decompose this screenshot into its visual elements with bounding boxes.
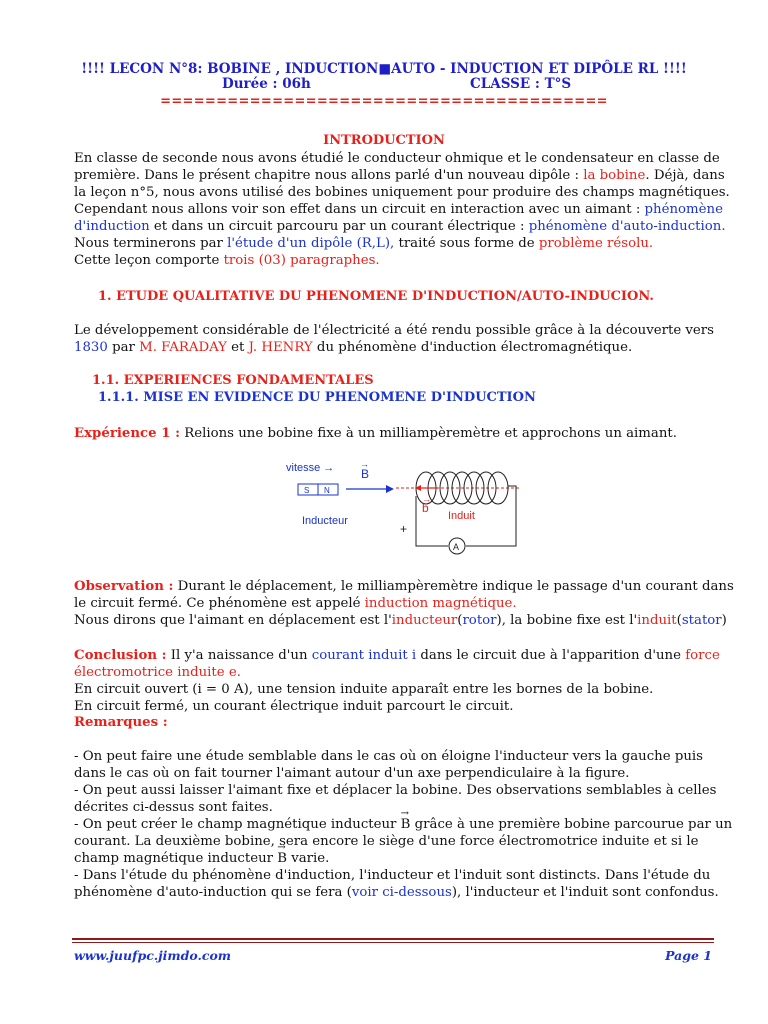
section-1-title: 1. ETUDE QUALITATIVE DU PHENOMENE D'INDUCTION/AUTO-INDUCION. [98,289,654,304]
footer-page-number: Page 1 [665,948,712,963]
circuit-wire-left [416,496,448,546]
subsection-1-1-title: 1.1. EXPERIENCES FONDAMENTALES [92,373,374,388]
experience-1: Expérience 1 : Relions une bobine fixe à un milliampèremètre et approchons un aimant. [74,426,677,441]
fig-S-label: S [304,486,310,495]
intro-line-4: Cependant nous allons voir son effet dans un circuit en interaction avec un aimant : phénomène [74,202,723,217]
remark-line-4: décrites ci-dessus sont faites. [74,800,273,815]
fig-B-vector-arrow: → [360,459,369,469]
observation-line-2: le circuit fermé. Ce phénomène est appelé induction magnétique. [74,596,517,611]
intro-line-6: Nous terminerons par l'étude d'un dipôle (R,L), traité sous forme de problème résolu. [74,236,654,251]
remarques-label: Remarques : [74,715,168,730]
class-level: CLASSE : T°S [470,76,572,92]
conclusion-line-4: En circuit fermé, un courant électrique induit parcourt le circuit. [74,699,514,714]
fig-b-label: b [422,501,429,515]
intro-line-7: Cette leçon comporte trois (03) paragraphes. [74,253,380,268]
remarques-paragraph [74,748,733,901]
fig-b-vector-arrow: → [422,494,431,504]
observation-line-1: Observation : Durant le déplacement, le milliampèremètre indique le passage d'un courant dans [74,579,734,594]
section-1-line-2: 1830 par M. FARADAY et J. HENRY du phénomène d'induction électromagnétique. [74,340,633,355]
observation-line-3: Nous dirons que l'aimant en déplacement est l'inducteur(rotor), la bobine fixe est l'induit(stator) [74,613,727,628]
conclusion-paragraph [74,647,720,715]
conclusion-line-2: électromotrice induite e. [74,665,241,680]
section-1-line-1: Le développement considérable de l'électricité a été rendu possible grâce à la découverte vers [74,323,714,338]
fig-plus-label: + [400,522,408,536]
intro-line-1: En classe de seconde nous avons étudié le conducteur ohmique et le condensateur en classe de [74,151,720,166]
intro-line-2: première. Dans le présent chapitre nous allons parlé d'un nouveau dipôle : la bobine. Déjà, dans [74,168,725,183]
remark-line-1: - On peut faire une étude semblable dans le cas où on éloigne l'inducteur vers la gauche puis [74,749,703,764]
remark-line-7: champ magnétique inducteur → B varie. [74,850,714,867]
fig-B-label: B [361,467,370,481]
intro-line-5: d'induction et dans un circuit parcouru par un courant électrique : phénomène d'auto-induction. [74,219,726,234]
footer-rule-top [72,938,714,940]
observation-paragraph [74,578,734,629]
conclusion-line-1: Conclusion : Il y'a naissance d'un courant induit i dans le circuit due à l'apparition d'une force [74,648,720,663]
header-separator: ======================================== [160,94,608,109]
intro-line-3: la leçon n°5, nous avons utilisé des bobines uniquement pour produire des champs magnétiques. [74,185,730,200]
footer-rule-bottom [72,942,714,943]
fig-N-label: N [324,486,330,495]
induction-diagram [276,458,526,558]
fig-induit-label: Induit [448,510,475,522]
duration: Durée : 06h [222,76,311,92]
intro-title: INTRODUCTION [323,133,445,148]
remark-line-3: - On peut aussi laisser l'aimant fixe et déplacer la bobine. Des observations semblables à celles [74,783,717,798]
intro-paragraph [74,150,730,269]
remark-line-5: - On peut créer le champ magnétique inducteur → B grâce à une première bobine parcourue par un [74,816,714,833]
subsection-1-1-1-title: 1.1.1. MISE EN EVIDENCE DU PHENOMENE D'INDUCTION [98,390,536,405]
fig-A-label: A [453,542,460,552]
remark-line-6: courant. La deuxième bobine, sera encore le siège d'une force électromotrice induite et si le [74,834,699,849]
remark-line-2: dans le cas où on fait tourner l'aimant autour d'un axe perpendiculaire à la figure. [74,766,630,781]
field-arrow-head [386,485,394,493]
lesson-title: !!!! LECON N°8: BOBINE , INDUCTION■AUTO - INDUCTION ET DIPÔLE RL !!!! [81,61,687,77]
section-1-paragraph [74,322,714,356]
footer-website-link[interactable]: www.juufpc.jimdo.com [74,948,232,963]
fig-inducteur-label: Inducteur [302,515,348,527]
conclusion-line-3: En circuit ouvert (i = 0 A), une tension induite apparaît entre les bornes de la bobine. [74,682,654,697]
fig-vitesse-label: vitesse → [286,462,335,474]
remark-line-8: - Dans l'étude du phénomène d'induction, l'inducteur et l'induit sont distincts. Dans l'étude du [74,868,711,883]
remark-line-9: phénomène d'auto-induction qui se fera (voir ci-dessous), l'inducteur et l'induit sont confondus. [74,885,719,900]
